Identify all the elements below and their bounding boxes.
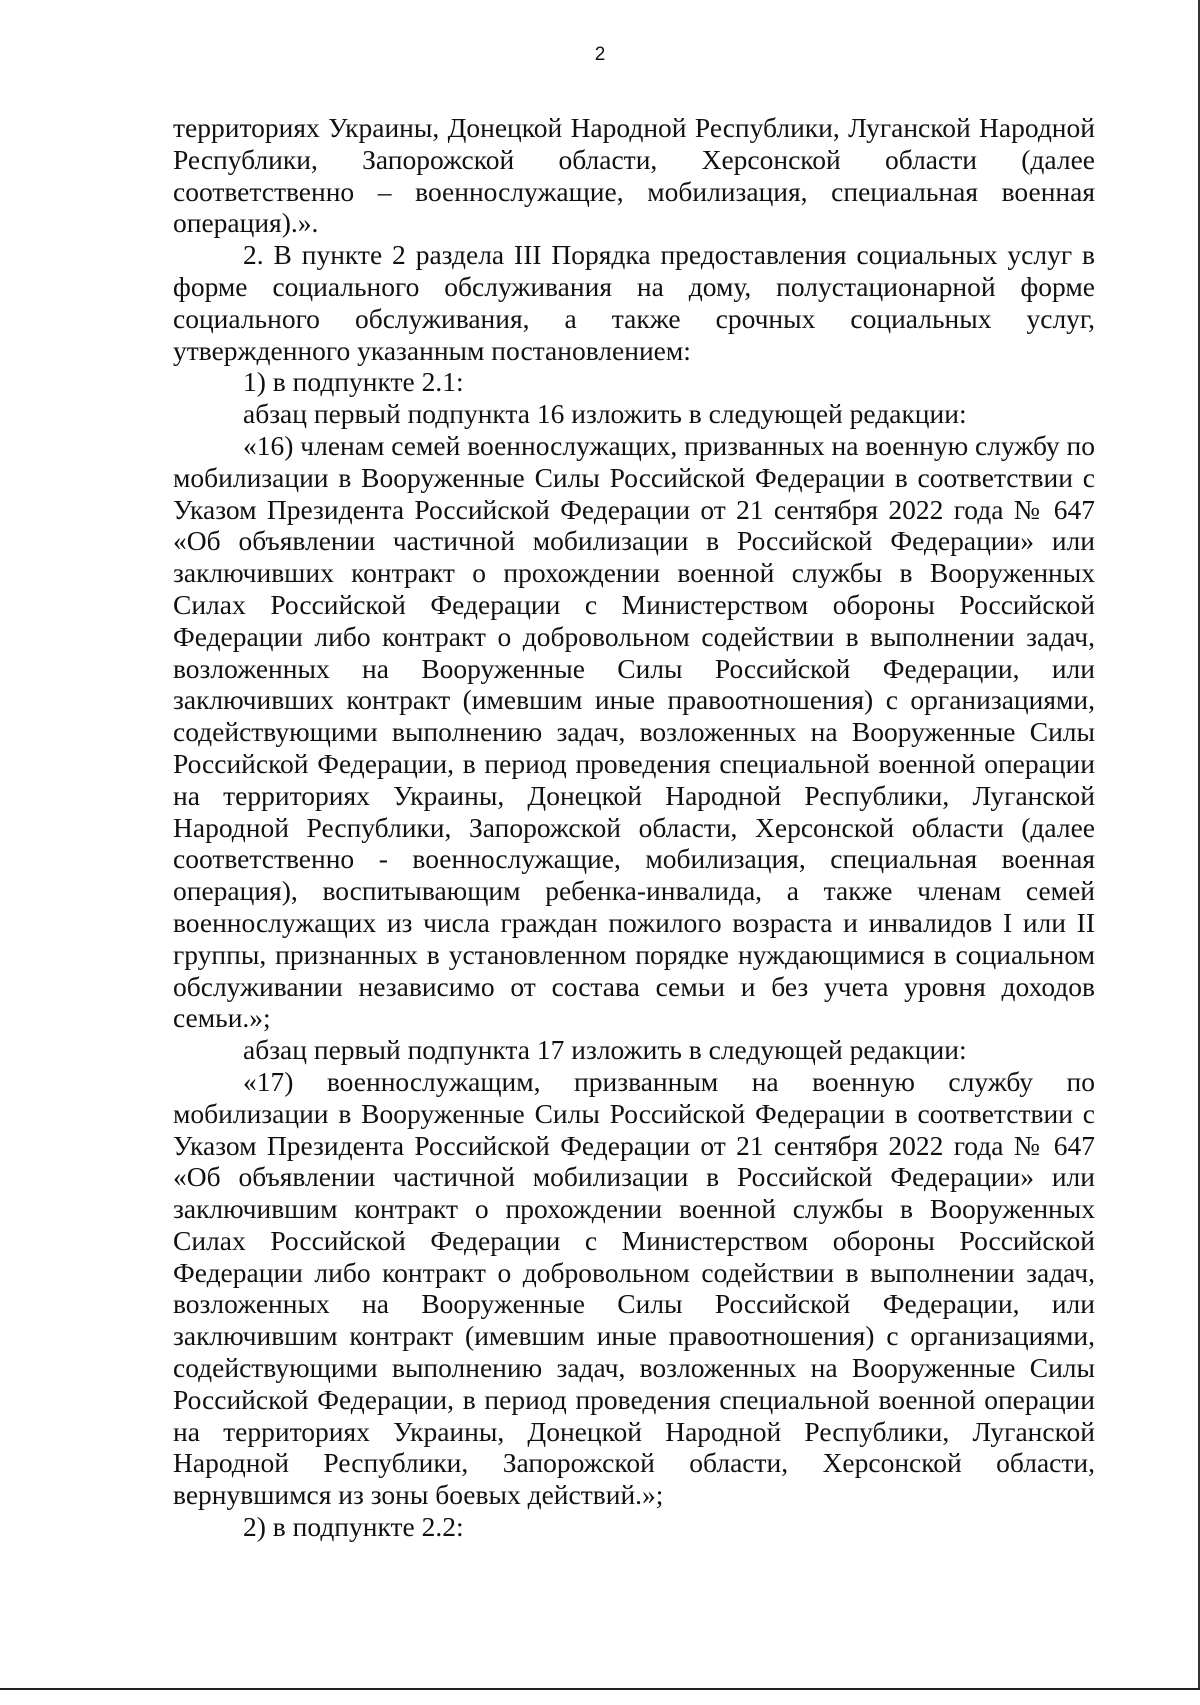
scan-edge-bottom — [0, 1688, 1200, 1705]
paragraph-quote-16: «16) членам семей военнослужащих, призванных на военную службу по мобилизации в Вооруженные Силы Российской Федерации в соответствии с Указом Президента Российской Федерации от 21 сентября 2022 года № 647 «Об объявлении частичной мобилизации в Российской Федерации» или заключивших контракт о прохождении военной службы в Вооруженных Силах Российской Федерации с Министерством обороны Российской Федерации либо контракт о добровольном содействии в выполнении задач, возложенных на Вооруженные Силы Российской Федерации, или заключивших контракт (имевшим иные правоотношения) с организациями, содействующими выполнению задач, возложенных на Вооруженные Силы Российской Федерации, в период проведения специальной военной операции на территориях Украины, Донецкой Народной Республики, Луганской Народной Республики, Запорожской области, Херсонской области (далее соответственно - военнослужащие, мобилизация, специальная военная операция), воспитывающим ребенка-инвалида, а также членам семей военнослужащих из числа граждан пожилого возраста и инвалидов I или II группы, признанных в установленном порядке нуждающимися в социальном обслуживании независимо от состава семьи и без учета уровня доходов семьи.»; — [173, 429, 1095, 1034]
paragraph-subitem-1: 1) в подпункте 2.1: — [243, 366, 464, 398]
paragraph-item-2: 2. В пункте 2 раздела III Порядка предоставления социальных услуг в форме социального обслуживания на дому, полустационарной форме социального обслуживания, а также срочных социальных услуг, утвержденного указанным постановлением: — [173, 239, 1095, 366]
document-body — [173, 112, 1095, 1543]
paragraph-instruction-17: абзац первый подпункта 17 изложить в следующей редакции: — [243, 1034, 967, 1066]
paragraph-subitem-2: 2) в подпункте 2.2: — [243, 1511, 464, 1543]
paragraph-continuation: территориях Украины, Донецкой Народной Республики, Луганской Народной Республики, Запорожской области, Херсонской области (далее соответственно – военнослужащие, мобилизация, специальная военная операция).». — [173, 112, 1095, 239]
page-number: 2 — [594, 44, 606, 65]
paragraph-quote-17: «17) военнослужащим, призванным на военную службу по мобилизации в Вооруженные Силы Российской Федерации в соответствии с Указом Президента Российской Федерации от 21 сентября 2022 года № 647 «Об объявлении частичной мобилизации в Российской Федерации» или заключившим контракт о прохождении военной службы в Вооруженных Силах Российской Федерации с Министерством обороны Российской Федерации либо контракт о добровольном содействии в выполнении задач, возложенных на Вооруженные Силы Российской Федерации, или заключившим контракт (имевшим иные правоотношения) с организациями, содействующими выполнению задач, возложенных на Вооруженные Силы Российской Федерации, в период проведения специальной военной операции на территориях Украины, Донецкой Народной Республики, Луганской Народной Республики, Запорожской области, Херсонской области, вернувшимся из зоны боевых действий.»; — [173, 1065, 1095, 1511]
paragraph-instruction-16: абзац первый подпункта 16 изложить в следующей редакции: — [243, 398, 967, 430]
